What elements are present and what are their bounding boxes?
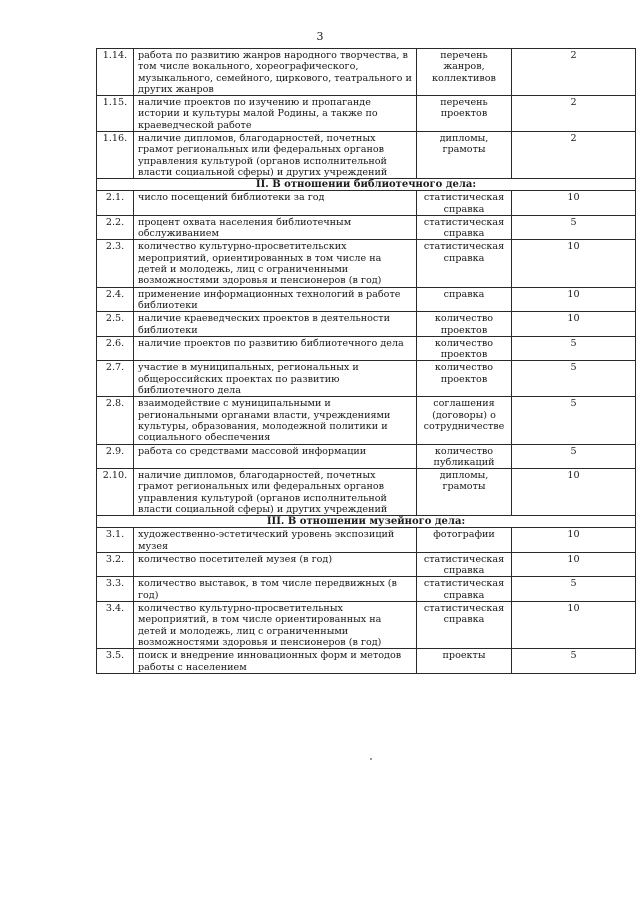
max-points: 2 bbox=[512, 96, 636, 132]
scan-speck bbox=[370, 758, 372, 760]
max-points: 5 bbox=[512, 577, 636, 602]
table-row bbox=[97, 649, 636, 674]
supporting-document: статистическая справка bbox=[417, 577, 512, 602]
supporting-document: перечень жанров, коллективов bbox=[417, 49, 512, 96]
row-number: 1.16. bbox=[97, 132, 134, 179]
row-number: 2.1. bbox=[97, 191, 134, 216]
criterion-text: наличие проектов по изучению и пропаганде истории и культуры малой Родины, а также по краеведческой работе bbox=[134, 96, 417, 132]
criterion-text: процент охвата населения библиотечным обслуживанием bbox=[134, 215, 417, 240]
max-points: 2 bbox=[512, 49, 636, 96]
max-points: 10 bbox=[512, 528, 636, 553]
criterion-text: наличие дипломов, благодарностей, почетных грамот региональных или федеральных органов управления культурой (органов исполнительной власти социальной сферы) и других учреждений bbox=[134, 132, 417, 179]
row-number: 2.8. bbox=[97, 397, 134, 444]
row-number: 1.14. bbox=[97, 49, 134, 96]
table-row bbox=[97, 49, 636, 96]
table-row bbox=[97, 336, 636, 361]
supporting-document: количество проектов bbox=[417, 312, 512, 337]
supporting-document: дипломы, грамоты bbox=[417, 132, 512, 179]
row-number: 3.2. bbox=[97, 552, 134, 577]
row-number: 3.4. bbox=[97, 602, 134, 649]
criterion-text: наличие проектов по развитию библиотечного дела bbox=[134, 336, 417, 361]
supporting-document: фотографии bbox=[417, 528, 512, 553]
supporting-document: соглашения (договоры) о сотрудничестве bbox=[417, 397, 512, 444]
supporting-document: статистическая справка bbox=[417, 552, 512, 577]
max-points: 10 bbox=[512, 552, 636, 577]
max-points: 5 bbox=[512, 397, 636, 444]
criterion-text: количество выставок, в том числе передвижных (в год) bbox=[134, 577, 417, 602]
max-points: 10 bbox=[512, 602, 636, 649]
criterion-text: поиск и внедрение инновационных форм и методов работы с населением bbox=[134, 649, 417, 674]
criterion-text: наличие дипломов, благодарностей, почетных грамот региональных или федеральных органов управления культурой (органов исполнительной власти социальной сферы) и других учреждений bbox=[134, 469, 417, 516]
max-points: 10 bbox=[512, 287, 636, 312]
max-points: 10 bbox=[512, 191, 636, 216]
table-row bbox=[97, 191, 636, 216]
row-number: 1.15. bbox=[97, 96, 134, 132]
page-number: 3 bbox=[316, 30, 324, 43]
supporting-document: количество проектов bbox=[417, 361, 512, 397]
max-points: 5 bbox=[512, 336, 636, 361]
row-number: 2.5. bbox=[97, 312, 134, 337]
row-number: 2.6. bbox=[97, 336, 134, 361]
table-row bbox=[97, 215, 636, 240]
max-points: 2 bbox=[512, 132, 636, 179]
section-header-row bbox=[97, 179, 636, 191]
table-row bbox=[97, 602, 636, 649]
row-number: 2.4. bbox=[97, 287, 134, 312]
max-points: 5 bbox=[512, 215, 636, 240]
max-points: 5 bbox=[512, 444, 636, 469]
supporting-document: перечень проектов bbox=[417, 96, 512, 132]
criterion-text: работа по развитию жанров народного творчества, в том числе вокального, хореографического, музыкального, семейного, циркового, театрального и других жанров bbox=[134, 49, 417, 96]
supporting-document: количество проектов bbox=[417, 336, 512, 361]
criterion-text: участие в муниципальных, региональных и общероссийских проектах по развитию библиотечного дела bbox=[134, 361, 417, 397]
table-row bbox=[97, 96, 636, 132]
max-points: 5 bbox=[512, 361, 636, 397]
criterion-text: применение информационных технологий в работе библиотеки bbox=[134, 287, 417, 312]
max-points: 10 bbox=[512, 240, 636, 287]
row-number: 2.2. bbox=[97, 215, 134, 240]
table-row bbox=[97, 312, 636, 337]
criterion-text: наличие краеведческих проектов в деятельности библиотеки bbox=[134, 312, 417, 337]
max-points: 5 bbox=[512, 649, 636, 674]
row-number: 2.9. bbox=[97, 444, 134, 469]
row-number: 3.5. bbox=[97, 649, 134, 674]
table-row bbox=[97, 132, 636, 179]
criterion-text: количество посетителей музея (в год) bbox=[134, 552, 417, 577]
criterion-text: количество культурно-просветительных мероприятий, в том числе ориентированных на детей и молодежь, лиц с ограниченными возможностями здоровья и пенсионеров (в год) bbox=[134, 602, 417, 649]
section-title: II. В отношении библиотечного дела: bbox=[97, 179, 636, 191]
supporting-document: статистическая справка bbox=[417, 191, 512, 216]
max-points: 10 bbox=[512, 312, 636, 337]
table-row bbox=[97, 444, 636, 469]
section-title: III. В отношении музейного дела: bbox=[97, 516, 636, 528]
table-row bbox=[97, 469, 636, 516]
table-row bbox=[97, 240, 636, 287]
criterion-text: количество культурно-просветительских мероприятий, ориентированных в том числе на детей и молодежь, лиц с ограниченными возможностями здоровья и пенсионеров (в год) bbox=[134, 240, 417, 287]
table-row bbox=[97, 552, 636, 577]
criterion-text: взаимодействие с муниципальными и региональными органами власти, учреждениями культуры, образования, молодежной политики и социального обеспечения bbox=[134, 397, 417, 444]
criterion-text: работа со средствами массовой информации bbox=[134, 444, 417, 469]
supporting-document: справка bbox=[417, 287, 512, 312]
criterion-text: число посещений библиотеки за год bbox=[134, 191, 417, 216]
row-number: 2.3. bbox=[97, 240, 134, 287]
row-number: 3.3. bbox=[97, 577, 134, 602]
supporting-document: статистическая справка bbox=[417, 240, 512, 287]
supporting-document: статистическая справка bbox=[417, 602, 512, 649]
criterion-text: художественно-эстетический уровень экспозиций музея bbox=[134, 528, 417, 553]
max-points: 10 bbox=[512, 469, 636, 516]
criteria-table bbox=[96, 48, 636, 674]
table-row bbox=[97, 361, 636, 397]
supporting-document: проекты bbox=[417, 649, 512, 674]
criteria-table-body bbox=[97, 49, 636, 674]
row-number: 2.10. bbox=[97, 469, 134, 516]
table-row bbox=[97, 577, 636, 602]
table-row bbox=[97, 287, 636, 312]
supporting-document: статистическая справка bbox=[417, 215, 512, 240]
supporting-document: дипломы, грамоты bbox=[417, 469, 512, 516]
row-number: 2.7. bbox=[97, 361, 134, 397]
section-header-row bbox=[97, 516, 636, 528]
row-number: 3.1. bbox=[97, 528, 134, 553]
table-row bbox=[97, 528, 636, 553]
table-row bbox=[97, 397, 636, 444]
supporting-document: количество публикаций bbox=[417, 444, 512, 469]
